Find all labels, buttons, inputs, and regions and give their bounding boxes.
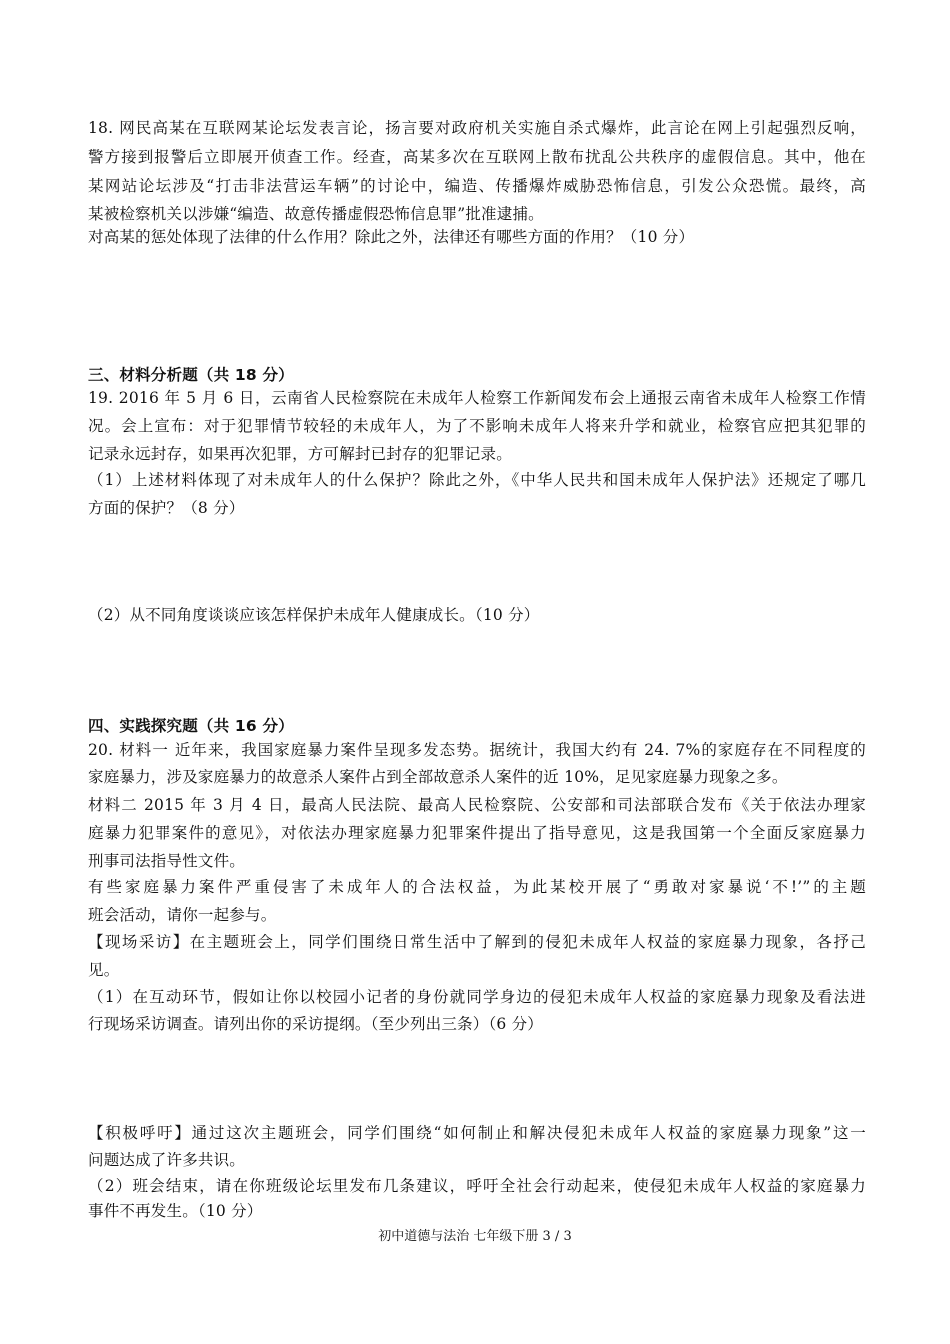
q18-question: 对高某的惩处体现了法律的什么作用？除此之外，法律还有哪些方面的作用？（10 分） [88, 228, 695, 246]
q19-line-3: 记录永远封存，如果再次犯罪，方可解封已封存的犯罪记录。 [88, 445, 512, 463]
q20-sub2-line-1: （2）班会结束，请在你班级论坛里发布几条建议，呼吁全社会行动起来，使侵犯未成年人权益的家庭暴力 [88, 1177, 866, 1195]
q18-line-1: 18. 网民高某在互联网某论坛发表言论，扬言要对政府机关实施自杀式爆炸，此言论在网上引起强烈反响， [88, 119, 866, 137]
q20-material1-line-2: 家庭暴力，涉及家庭暴力的故意杀人案件占到全部故意杀人案件的近 10%，足见家庭暴力现象之多。 [88, 768, 788, 786]
section3-heading: 三、材料分析题（共 18 分） [88, 366, 294, 384]
q20-material2-line-2: 庭暴力犯罪案件的意见》，对依法办理家庭暴力犯罪案件提出了指导意见，这是我国第一个全面反家庭暴力 [88, 824, 866, 842]
q20-material2-line-1: 材料二 2015 年 3 月 4 日，最高人民法院、最高人民检察院、公安部和司法部联合发布《关于依法办理家 [88, 796, 866, 814]
section4-heading: 四、实践探究题（共 16 分） [88, 717, 294, 735]
q20-material2-line-3: 刑事司法指导性文件。 [88, 852, 246, 870]
q20-interview-line-2: 见。 [88, 961, 120, 979]
q19-sub1-line-1: （1）上述材料体现了对未成年人的什么保护？除此之外，《中华人民共和国未成年人保护法》还规定了哪几 [88, 471, 866, 489]
q20-intro-line-2: 班会活动，请你一起参与。 [88, 906, 277, 924]
q20-intro-line-1: 有些家庭暴力案件严重侵害了未成年人的合法权益，为此某校开展了“勇敢对家暴说‘不!’”的主题 [88, 878, 866, 896]
q20-sub2-line-2: 事件不再发生。（10 分） [88, 1202, 263, 1220]
q20-sub1-line-2: 行现场采访调查。请列出你的采访提纲。（至少列出三条）（6 分） [88, 1015, 543, 1033]
q20-appeal-line-2: 问题达成了许多共识。 [88, 1151, 246, 1169]
q20-appeal-line-1: 【积极呼吁】通过这次主题班会，同学们围绕“如何制止和解决侵犯未成年人权益的家庭暴力现象”这一 [88, 1124, 866, 1142]
q19-line-1: 19. 2016 年 5 月 6 日，云南省人民检察院在未成年人检察工作新闻发布会上通报云南省未成年人检察工作情 [88, 389, 866, 407]
page-footer: 初中道德与法治 七年级下册 3 / 3 [378, 1229, 572, 1244]
q20-interview-line-1: 【现场采访】在主题班会上，同学们围绕日常生活中了解到的侵犯未成年人权益的家庭暴力现象，各抒己 [88, 933, 866, 951]
q19-sub2: （2）从不同角度谈谈应该怎样保护未成年人健康成长。（10 分） [88, 606, 540, 624]
q20-sub1-line-1: （1）在互动环节，假如让你以校园小记者的身份就同学身边的侵犯未成年人权益的家庭暴力现象及看法进 [88, 988, 866, 1006]
q19-line-2: 况。会上宣布：对于犯罪情节较轻的未成年人，为了不影响未成年人将来升学和就业，检察官应把其犯罪的 [88, 417, 866, 435]
q18-line-2: 警方接到报警后立即展开侦查工作。经查，高某多次在互联网上散布扰乱公共秩序的虚假信息。其中，他在 [88, 148, 866, 166]
q18-line-4: 某被检察机关以涉嫌“编造、故意传播虚假恐怖信息罪”批准逮捕。 [88, 205, 544, 223]
q19-sub1-line-2: 方面的保护？（8 分） [88, 499, 245, 517]
q20-material1-line-1: 20. 材料一 近年来，我国家庭暴力案件呈现多发态势。据统计，我国大约有 24. 7%的家庭存在不同程度的 [88, 741, 866, 759]
q18-line-3: 某网站论坛涉及“打击非法营运车辆”的讨论中，编造、传播爆炸威胁恐怖信息，引发公众恐慌。最终，高 [88, 177, 866, 195]
